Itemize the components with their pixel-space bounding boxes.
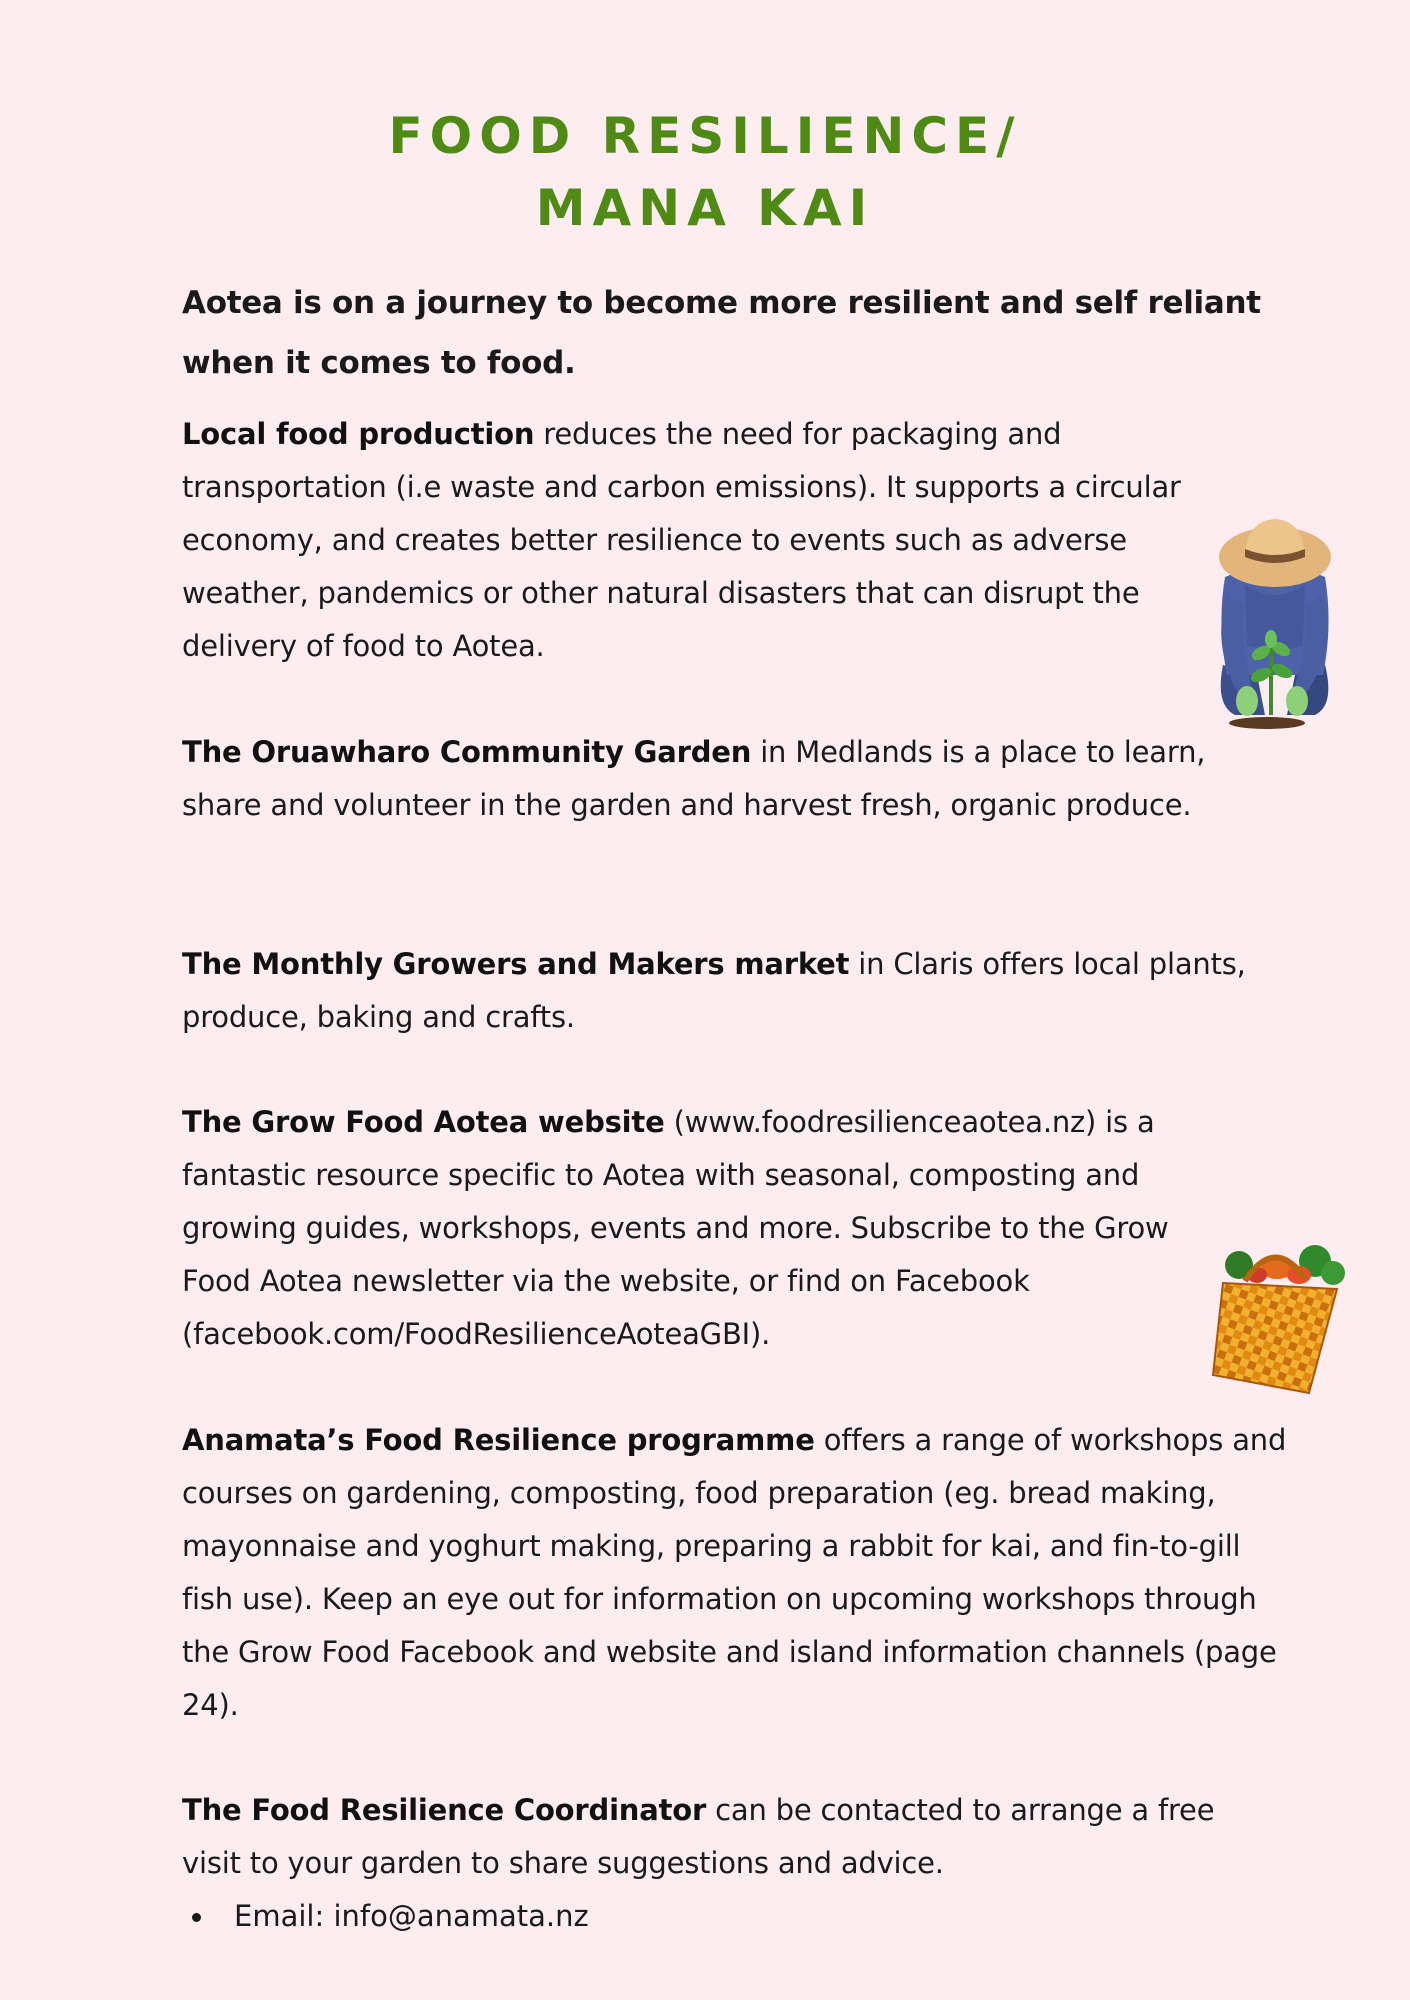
paragraph-anamata-programme-lead: Anamata’s Food Resilience programme bbox=[182, 1423, 815, 1457]
soil-shape bbox=[1229, 717, 1305, 729]
page-title bbox=[0, 100, 1410, 244]
paragraph-website-lead: The Grow Food Aotea website bbox=[182, 1105, 665, 1139]
gardener-hat-crown bbox=[1245, 519, 1305, 555]
paragraph-coordinator-body: can be contacted to arrange a free visit to your garden to share suggestions and advice. bbox=[182, 1793, 1215, 1880]
intro-heading: Aotea is on a journey to become more resilient and self reliant when it comes to food. bbox=[182, 285, 1261, 381]
kete-basket-icon bbox=[1205, 1225, 1355, 1400]
page-title-line-2: MANA KAI bbox=[535, 179, 875, 237]
paragraph-local-food bbox=[182, 408, 1252, 673]
contact-email-item bbox=[182, 1890, 589, 1943]
produce-leaf bbox=[1321, 1261, 1345, 1285]
gardener-planting-icon bbox=[1205, 515, 1345, 735]
contact-email[interactable]: Email: info@anamata.nz bbox=[234, 1899, 589, 1933]
paragraph-coordinator bbox=[182, 1784, 1262, 1890]
paragraph-website bbox=[182, 1096, 1232, 1361]
paragraph-community-garden-body: in Medlands is a place to learn, share and volunteer in the garden and harvest fresh, organic produce. bbox=[182, 735, 1206, 822]
paragraph-local-food-body: reduces the need for packaging and transportation (i.e waste and carbon emissions). It supports a circular economy, and creates better resilience to events such as adverse weather, pandemics or other natural disasters that can disrupt the delivery of food to Aotea. bbox=[182, 417, 1181, 663]
paragraph-anamata-programme-body: offers a range of workshops and courses on gardening, composting, food preparation (eg. bread making, mayonnaise and yoghurt making, preparing a rabbit for kai, and fin-to-gill fish use). Keep an eye out for information on upcoming workshops through the Grow Food Facebook and website and island information channels (page 24). bbox=[182, 1423, 1287, 1722]
gardener-glove-right bbox=[1286, 686, 1308, 716]
page-title-line-1: FOOD RESILIENCE/ bbox=[388, 107, 1022, 165]
paragraph-market-lead: The Monthly Growers and Makers market bbox=[182, 947, 850, 981]
paragraph-community-garden bbox=[182, 726, 1232, 832]
paragraph-community-garden-lead: The Oruawharo Community Garden bbox=[182, 735, 752, 769]
gardener-glove-left bbox=[1236, 686, 1258, 716]
paragraph-market-body: in Claris offers local plants, produce, baking and crafts. bbox=[182, 947, 1246, 1034]
plant-leaf bbox=[1265, 630, 1277, 648]
paragraph-coordinator-lead: The Food Resilience Coordinator bbox=[182, 1793, 707, 1827]
contact-list bbox=[182, 1890, 589, 1943]
paragraph-website-body: (www.foodresilienceaotea.nz) is a fantastic resource specific to Aotea with seasonal, composting and growing guides, workshops, events and more. Subscribe to the Grow Food Aotea newsletter via the website, or find on Facebook (facebook.com/FoodResilienceAoteaGBI). bbox=[182, 1105, 1169, 1351]
basket-body bbox=[1213, 1283, 1337, 1393]
paragraph-market bbox=[182, 938, 1282, 1044]
bullet-dot-icon bbox=[192, 1913, 201, 1922]
paragraph-local-food-lead: Local food production bbox=[182, 417, 535, 451]
paragraph-anamata-programme bbox=[182, 1414, 1292, 1732]
